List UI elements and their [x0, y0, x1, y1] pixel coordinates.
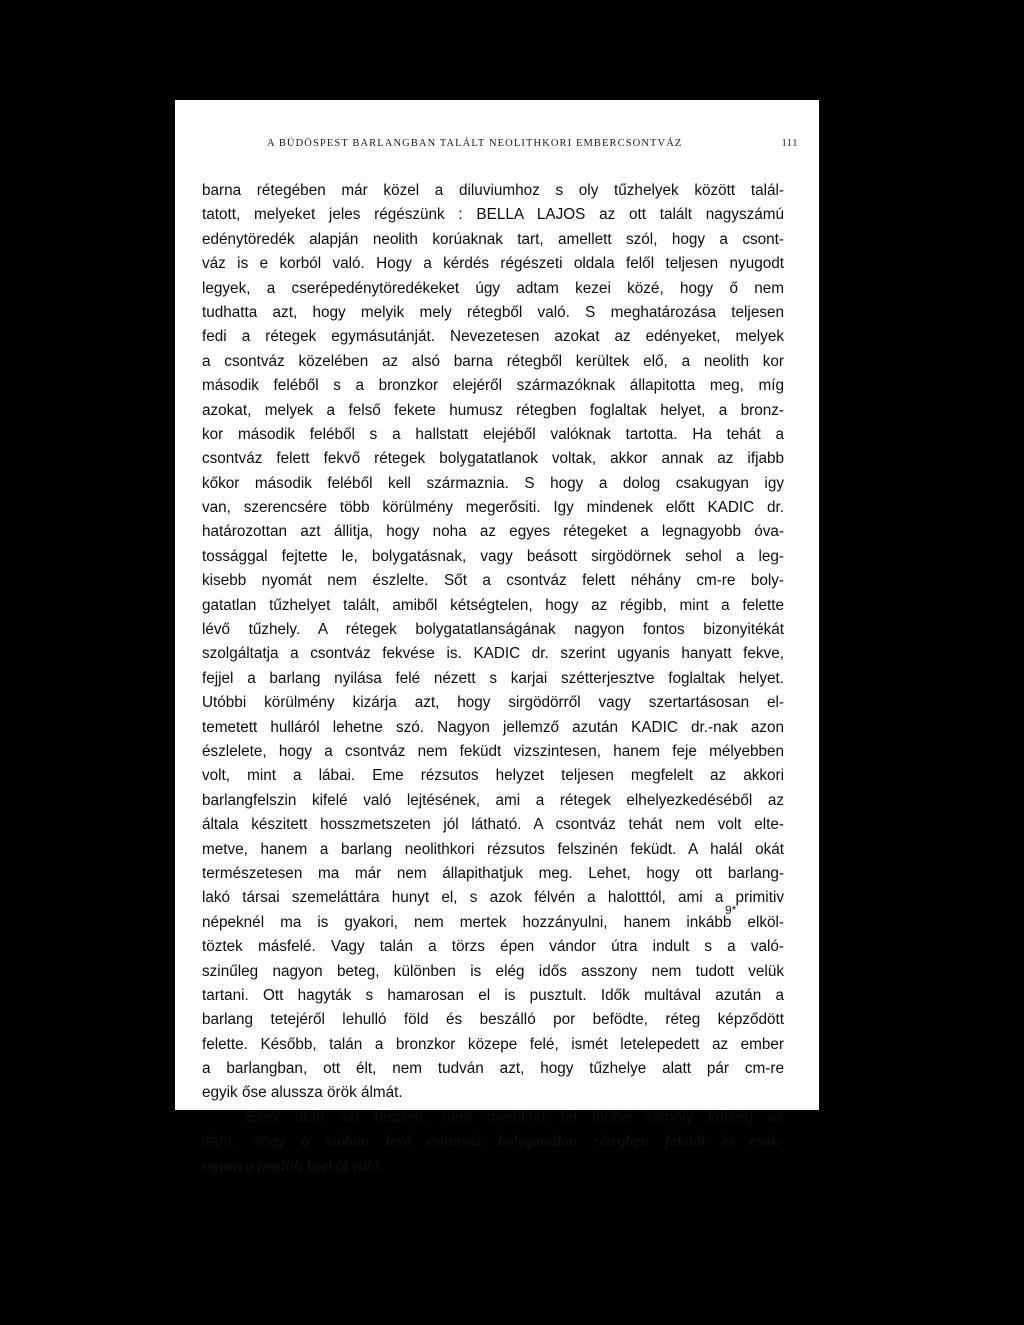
page-number: 111: [781, 138, 798, 149]
text-line: tossággal fejtette le, bolygatásnak, vagy beásott sirgödörnek sehol a leg-: [202, 547, 784, 565]
text-line: szolgáltatja a csontváz fekvése is. KADIC dr. szerint ugyanis hanyatt fekve,: [202, 645, 784, 663]
text-line: a csontváz közelében az alsó barna rétegből kerültek elő, a neolith kor: [202, 352, 784, 370]
text-line: természetesen ma már nem állapithatjuk meg. Lehet, hogy ott barlang-: [202, 864, 784, 882]
body-text: [202, 179, 784, 1179]
text-line: kor második feléből s a hallstatt elejéből valóknak tartotta. Ha tehát a: [202, 425, 784, 443]
closing-plain-text: iránt, hogy: [202, 1133, 302, 1151]
text-line: tartani. Ott hagyták s hamarosan el is pusztult. Idők multával azután a: [202, 986, 784, 1004]
text-line: második feléből s a bronzkor elejéről származóknak állapitotta meg, míg: [202, 377, 784, 395]
text-line: barlang tetejéről lehulló föld és beszálló por befödte, réteg képződött: [202, 1011, 784, 1029]
text-line: gatatlan tűzhelyet talált, amiből kétségtelen, hogy az régibb, mint a felette: [202, 596, 784, 614]
book-page: [175, 100, 819, 1175]
text-line: kőkor második feléből kell származnia. S hogy a dolog csakugyan igy: [202, 474, 784, 492]
text-line: általa készitett hosszmetszeten jól látható. A csontváz tehát nem volt elte-: [202, 816, 784, 834]
text-line: Utóbbi körülmény kizárja azt, hogy sirgödörről vagy szertartásosan el-: [202, 694, 784, 712]
text-line: kisebb nyomát nem észlelte. Sőt a csontváz felett néhány cm-re boly-: [202, 572, 784, 590]
signature-mark: 9*: [725, 903, 737, 917]
running-head: [267, 138, 802, 149]
text-line: azokat, melyek a felső fekete humusz rétegben foglaltak helyet, a bronz-: [202, 401, 784, 419]
text-line: tudhatta azt, hogy melyik mely rétegből való. S meghatározása teljesen: [202, 303, 784, 321]
text-line: észlelete, hogy a csontváz nem feküdt vizszintesen, hanem feje mélyebben: [202, 742, 784, 760]
text-line: tatott, melyeket jeles régészünk : BELLA LAJOS az ott talált nagyszámú: [202, 206, 784, 224]
text-line: a barlangban, ott élt, nem tudván azt, hogy tűzhelye alatt pár cm-re: [202, 1060, 784, 1078]
text-line: barna rétegében már közel a diluviumhoz s oly tűzhelyek között talál-: [202, 182, 784, 199]
closing-paragraph-line: [202, 1130, 784, 1154]
text-line: határozottan azt állitja, hogy noha az egyes rétegeket a legnagyobb óva-: [202, 523, 784, 541]
text-line: edénytöredék alapján neolith korúaknak tart, amellett szól, hogy a csont-: [202, 230, 784, 248]
text-line: fedi a rétegek egymásutánját. Nevezetesen azokat az edényeket, melyek: [202, 328, 784, 346]
closing-paragraph-line: [202, 1155, 784, 1179]
text-line: metve, hanem a barlang neolithkori rézsutos felszinén feküdt. A halál okát: [202, 840, 784, 858]
closing-italic-text: ugyan a neolith korból való.: [202, 1157, 383, 1175]
text-line: van, szerencsére több körülmény megerősiti. Igy mindenek előtt KADIC dr.: [202, 499, 784, 517]
closing-italic-text: a szóban levő csontváz bolygatatlan rétegben feküdt és csak-: [301, 1133, 784, 1151]
text-line: egyik őse alussza örök álmát.: [202, 1084, 403, 1102]
running-title: A BÜDÖSPEST BARLANGBAN TALÁLT NEOLITHKORI EMBERCSONTVÁZ: [267, 138, 683, 149]
text-line: lakó társai szemeláttára hunyt el, s azok félvén a halotttól, ami a primitiv: [202, 889, 784, 907]
text-line: volt, mint a lábai. Eme rézsutos helyzet teljesen megfelelt az akkori: [202, 767, 784, 785]
text-line: csontváz felett fekvő rétegek bolygatatlanok voltak, akkor annak az ifjabb: [202, 450, 784, 468]
text-line: váz is e korból való. Hogy a kérdés régészeti oldala felől teljesen nyugodt: [202, 255, 784, 273]
text-line: fejjel a barlang nyilása felé nézett s karjai szétterjesztve foglaltak helyet.: [202, 669, 784, 687]
text-line: népeknél ma is gyakori, nem mertek hozzányulni, hanem inkább elköl-: [202, 913, 784, 931]
text-line: temetett hulláról lehetne szó. Nagyon jellemző azután KADIC dr.-nak azon: [202, 718, 784, 736]
text-line: legyek, a cserépedénytöredékeket úgy adtam kezei közé, hogy ő nem: [202, 279, 784, 297]
text-line: lévő tűzhely. A rétegek bolygatatlanságának nagyon fontos bizonyitékát: [202, 621, 784, 639]
closing-paragraph-line: Ezek után azt hiszem, nem merülhet fel többé komoly kétség az: [246, 1108, 784, 1126]
text-line: felette. Később, talán a bronzkor közepe felé, ismét letelepedett az ember: [202, 1035, 784, 1053]
text-line: barlangfelszin kifelé való lejtésének, ami a rétegek elhelyezkedéséből az: [202, 791, 784, 809]
text-line: töztek másfelé. Vagy talán a törzs épen vándor útra indult s a való-: [202, 938, 784, 956]
text-line: szinűleg nagyon beteg, különben is elég idős asszony nem tudott velük: [202, 962, 784, 980]
